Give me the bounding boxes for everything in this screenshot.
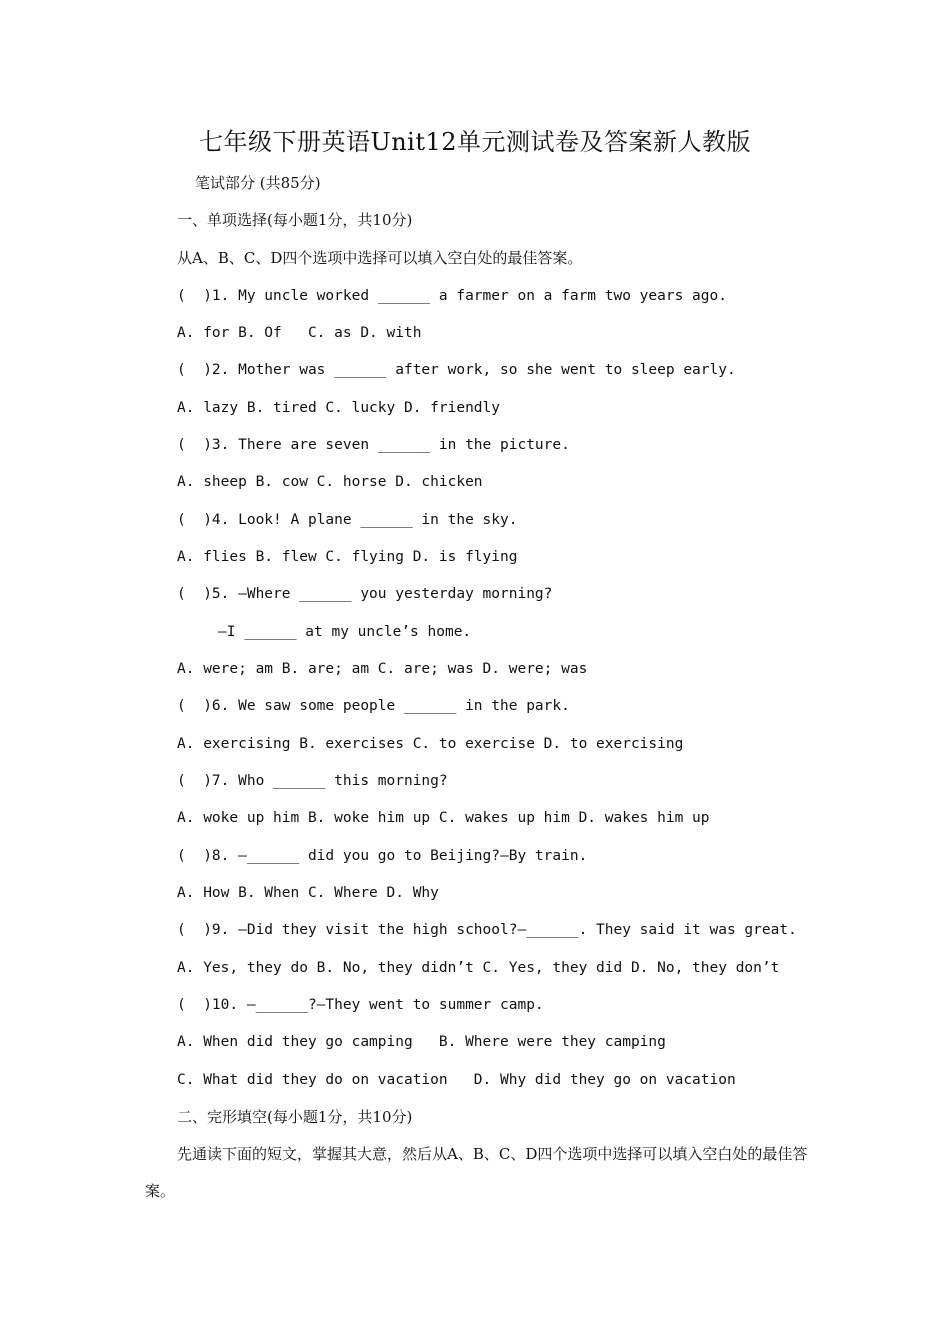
question-5: ( )5. —Where ______ you yesterday morning? xyxy=(177,586,553,602)
page-title: 七年级下册英语Unit12单元测试卷及答案新人教版 xyxy=(198,128,752,156)
section2-instruction: 先通读下面的短文，掌握其大意，然后从A、B、C、D四个选项中选择可以填入空白处的最佳答案。 xyxy=(145,1145,808,1200)
written-part-label: 笔试部分 (共85分) xyxy=(195,174,321,192)
question-5-reply: —I ______ at my uncle’s home. xyxy=(218,624,472,640)
question-6: ( )6. We saw some people ______ in the park. xyxy=(177,698,570,714)
question-9-options: A. Yes, they do B. No, they didn’t C. Yes, they did D. No, they don’t xyxy=(177,960,780,976)
question-2: ( )2. Mother was ______ after work, so she went to sleep early. xyxy=(177,362,736,378)
section1-heading: 一、单项选择(每小题1分，共10分) xyxy=(177,211,413,229)
question-6-options: A. exercising B. exercises C. to exercise D. to exercising xyxy=(177,736,684,752)
question-10: ( )10. —______?—They went to summer camp. xyxy=(177,997,544,1013)
section1-instruction: 从A、B、C、D四个选项中选择可以填入空白处的最佳答案。 xyxy=(177,249,583,267)
question-3: ( )3. There are seven ______ in the picture. xyxy=(177,437,570,453)
question-3-options: A. sheep B. cow C. horse D. chicken xyxy=(177,474,483,490)
question-8: ( )8. —______ did you go to Beijing?—By train. xyxy=(177,848,588,864)
section2-heading: 二、完形填空(每小题1分，共10分) xyxy=(177,1108,413,1126)
question-4: ( )4. Look! A plane ______ in the sky. xyxy=(177,512,518,528)
question-1: ( )1. My uncle worked ______ a farmer on a farm two years ago. xyxy=(177,288,727,304)
question-5-options: A. were; am B. are; am C. are; was D. were; was xyxy=(177,661,588,677)
question-8-options: A. How B. When C. Where D. Why xyxy=(177,885,439,901)
question-2-options: A. lazy B. tired C. lucky D. friendly xyxy=(177,400,501,416)
question-4-options: A. flies B. flew C. flying D. is flying xyxy=(177,549,518,565)
question-10-options: A. When did they go camping B. Where were they camping xyxy=(177,1034,666,1050)
question-7-options: A. woke up him B. woke him up C. wakes up him D. wakes him up xyxy=(177,810,710,826)
question-9: ( )9. —Did they visit the high school?—______. They said it was great. xyxy=(177,922,797,938)
question-10-options-2: C. What did they do on vacation D. Why did they go on vacation xyxy=(177,1072,736,1088)
question-7: ( )7. Who ______ this morning? xyxy=(177,773,448,789)
question-1-options: A. for B. Of C. as D. with xyxy=(177,325,422,341)
